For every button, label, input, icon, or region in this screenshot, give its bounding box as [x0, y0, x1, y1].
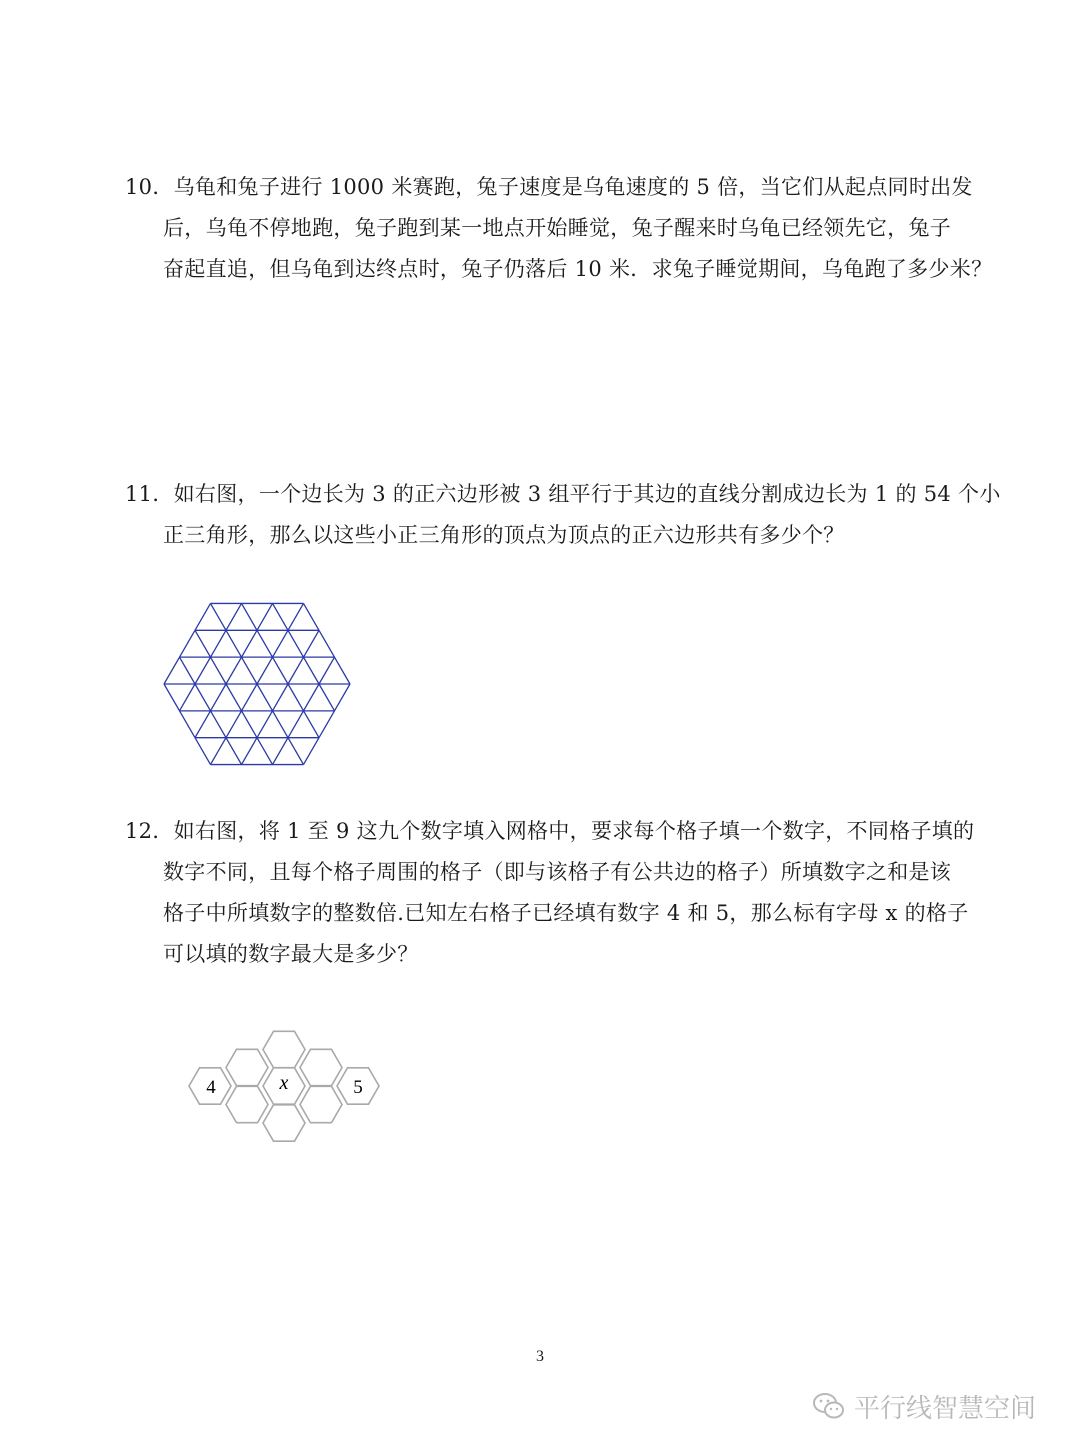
watermark [812, 1386, 1036, 1426]
grid-segment [195, 657, 211, 684]
grid-segment [242, 630, 258, 657]
grid-segment [226, 684, 242, 711]
grid-segment [211, 657, 227, 684]
page-number: 3 [536, 1348, 544, 1365]
honeycomb-cell-top [263, 1031, 305, 1067]
grid-segment [273, 603, 289, 630]
grid-segment [273, 711, 289, 738]
grid-segment [257, 657, 273, 684]
grid-segment [304, 603, 320, 630]
problem-10-line-2: 后，乌龟不停地跑，兔子跑到某一地点开始睡觉，兔子醒来时乌龟已经领先它，兔子 [163, 216, 952, 240]
grid-segment [211, 630, 227, 657]
grid-segment [288, 603, 304, 630]
grid-segment [242, 657, 258, 684]
problem-12-line-3: 格子中所填数字的整数倍.已知左右格子已经填有数字 4 和 5，那么标有字母 x 的格子 [163, 901, 969, 925]
grid-segment [195, 684, 211, 711]
grid-segment [195, 603, 211, 630]
problem-12-line-4: 可以填的数字最大是多少？ [163, 942, 419, 966]
grid-segment [242, 603, 258, 630]
grid-segment [257, 630, 273, 657]
problem-12-line-1: 12．如右图，将 1 至 9 这九个数字填入网格中，要求每个格子填一个数字，不同格子填的 [125, 819, 975, 843]
grid-segment [335, 657, 351, 684]
grid-segment [288, 684, 304, 711]
problem-11-line-2: 正三角形，那么以这些小正三角形的顶点为顶点的正六边形共有多少个？ [163, 523, 845, 547]
honeycomb-cell-lower-right [300, 1086, 342, 1122]
cell-label-left: 4 [206, 1077, 216, 1098]
grid-segment [288, 738, 304, 765]
problem-12-line-2: 数字不同，且每个格子周围的格子（即与该格子有公共边的格子）所填数字之和是该 [163, 860, 952, 884]
grid-segment [180, 711, 196, 738]
grid-segment [164, 684, 180, 711]
grid-segment [211, 738, 227, 765]
grid-segment [257, 684, 273, 711]
grid-segment [226, 711, 242, 738]
honeycomb-grid-figure [180, 1015, 390, 1157]
cell-label-center: x [279, 1072, 289, 1094]
grid-segment [319, 711, 335, 738]
grid-segment [257, 738, 273, 765]
grid-segment [242, 738, 258, 765]
grid-segment [226, 630, 242, 657]
wechat-icon [812, 1391, 846, 1421]
problem-10-line-3: 奋起直追，但乌龟到达终点时，兔子仍落后 10 米．求兔子睡觉期间，乌龟跑了多少米？ [163, 257, 993, 281]
grid-segment [226, 738, 242, 765]
honeycomb-cell-upper-left [226, 1049, 268, 1085]
grid-segment [226, 603, 242, 630]
grid-segment [304, 711, 320, 738]
grid-segment [335, 684, 351, 711]
grid-segment [288, 657, 304, 684]
honeycomb-cell-bottom [263, 1105, 305, 1141]
grid-segment [195, 711, 211, 738]
grid-segment [164, 657, 180, 684]
grid-segment [273, 684, 289, 711]
grid-segment [304, 630, 320, 657]
grid-segment [180, 684, 196, 711]
grid-segment [273, 657, 289, 684]
grid-segment [288, 630, 304, 657]
grid-segment [319, 684, 335, 711]
grid-segment [242, 711, 258, 738]
grid-segment [211, 711, 227, 738]
grid-segment [304, 684, 320, 711]
grid-segment [211, 603, 227, 630]
grid-segment [195, 630, 211, 657]
grid-segment [257, 603, 273, 630]
honeycomb-cell-upper-right [300, 1049, 342, 1085]
watermark-text: 平行线智慧空间 [854, 1393, 1037, 1424]
grid-segment [288, 711, 304, 738]
grid-segment [211, 684, 227, 711]
grid-segment [273, 738, 289, 765]
grid-segment [319, 657, 335, 684]
grid-segment [319, 630, 335, 657]
triangulated-hexagon-figure [163, 603, 351, 765]
grid-segment [180, 630, 196, 657]
grid-segment [226, 657, 242, 684]
cell-label-right: 5 [353, 1077, 363, 1098]
grid-segment [257, 711, 273, 738]
grid-segment [273, 630, 289, 657]
grid-segment [195, 738, 211, 765]
problem-10-line-1: 10．乌龟和兔子进行 1000 米赛跑，兔子速度是乌龟速度的 5 倍，当它们从起点同时出发 [125, 175, 973, 199]
grid-segment [242, 684, 258, 711]
grid-segment [304, 738, 320, 765]
honeycomb-cell-lower-left [226, 1086, 268, 1122]
grid-segment [304, 657, 320, 684]
problem-11-line-1: 11．如右图，一个边长为 3 的正六边形被 3 组平行于其边的直线分割成边长为 1 的 54 个小 [125, 482, 1001, 506]
grid-segment [180, 657, 196, 684]
